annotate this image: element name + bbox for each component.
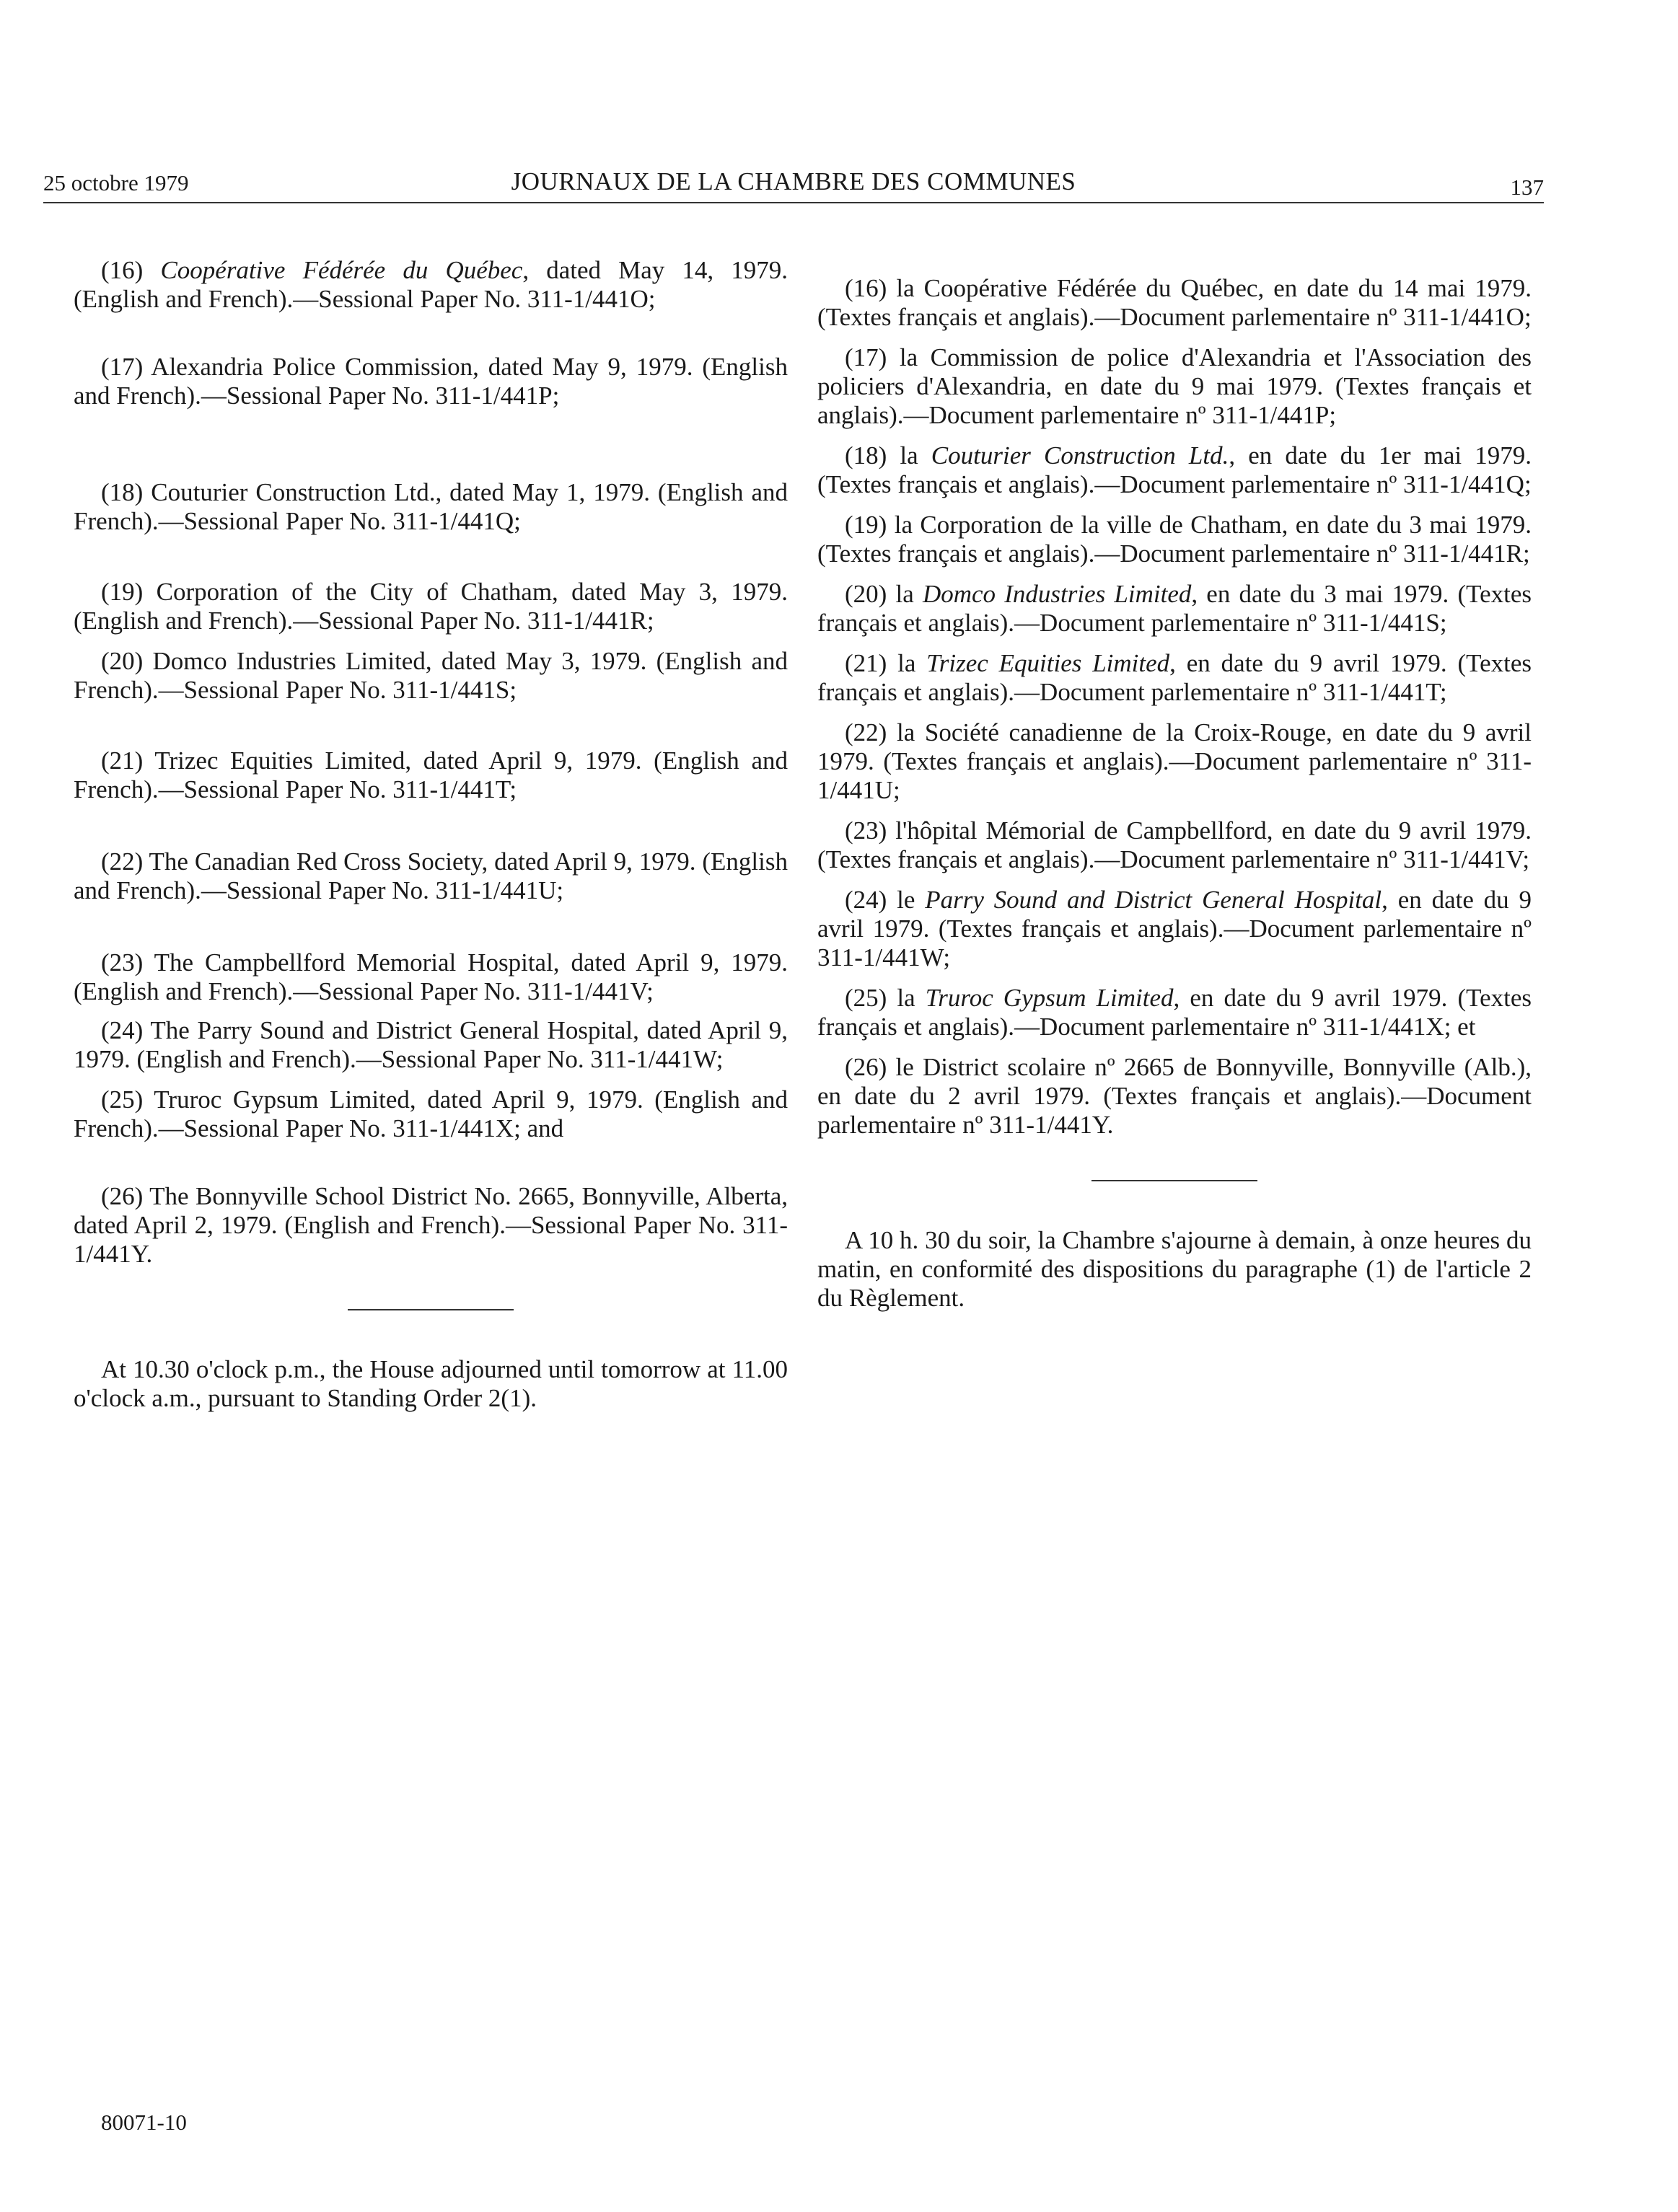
entry-24-en: (24) The Parry Sound and District General Hospital, dated April 9, 1979. (English and French).—Sessional Paper No. 311-1/441W; [74, 1016, 788, 1073]
section-divider [348, 1309, 514, 1310]
entry-19-en: (19) Corporation of the City of Chatham, dated May 3, 1979. (English and French).—Sessional Paper No. 311-1/441R; [74, 578, 788, 635]
english-column [74, 256, 788, 1413]
entry-24-fr: (24) le Parry Sound and District General Hospital, en date du 9 avril 1979. (Textes français et anglais).—Document parlementaire nº 311-1/441W; [817, 886, 1532, 971]
entry-23-fr: (23) l'hôpital Mémorial de Campbellford, en date du 9 avril 1979. (Textes français et anglais).—Document parlementaire nº 311-1/441V; [817, 816, 1532, 873]
entry-18-en: (18) Couturier Construction Ltd., dated May 1, 1979. (English and French).—Sessional Paper No. 311-1/441Q; [74, 478, 788, 535]
entry-19-fr: (19) la Corporation de la ville de Chatham, en date du 3 mai 1979. (Textes français et anglais).—Document parlementaire nº 311-1/441R; [817, 511, 1532, 568]
entry-23-en: (23) The Campbellford Memorial Hospital, dated April 9, 1979. (English and French).—Sessional Paper No. 311-1/441V; [74, 948, 788, 1005]
entry-20-en: (20) Domco Industries Limited, dated May 3, 1979. (English and French).—Sessional Paper No. 311-1/441S; [74, 647, 788, 704]
entry-17-fr: (17) la Commission de police d'Alexandria et l'Association des policiers d'Alexandria, en date du 9 mai 1979. (Textes français et anglais).—Document parlementaire nº 311-1/441P; [817, 343, 1532, 429]
journal-title: JOURNAUX DE LA CHAMBRE DES COMMUNES [511, 167, 1076, 195]
french-column [817, 274, 1532, 1313]
entry-25-en: (25) Truroc Gypsum Limited, dated April 9, 1979. (English and French).—Sessional Paper No. 311-1/441X; and [74, 1085, 788, 1142]
entry-18-fr: (18) la Couturier Construction Ltd., en date du 1er mai 1979. (Textes français et anglais).—Document parlementaire nº 311-1/441Q; [817, 441, 1532, 498]
entry-21-fr: (21) la Trizec Equities Limited, en date du 9 avril 1979. (Textes français et anglais).—Document parlementaire nº 311-1/441T; [817, 649, 1532, 706]
adjournment-en: At 10.30 o'clock p.m., the House adjourned until tomorrow at 11.00 o'clock a.m., pursuant to Standing Order 2(1). [74, 1355, 788, 1412]
section-divider [1091, 1180, 1257, 1181]
entry-26-en: (26) The Bonnyville School District No. 2665, Bonnyville, Alberta, dated April 2, 1979. (English and French).—Sessional Paper No. 311-1/441Y. [74, 1182, 788, 1268]
entry-21-en: (21) Trizec Equities Limited, dated April 9, 1979. (English and French).—Sessional Paper No. 311-1/441T; [74, 746, 788, 803]
entry-16-en: (16) Coopérative Fédérée du Québec, dated May 14, 1979. (English and French).—Sessional Paper No. 311-1/441O; [74, 256, 788, 313]
entry-20-fr: (20) la Domco Industries Limited, en date du 3 mai 1979. (Textes français et anglais).—Document parlementaire nº 311-1/441S; [817, 580, 1532, 637]
entry-22-en: (22) The Canadian Red Cross Society, dated April 9, 1979. (English and French).—Sessional Paper No. 311-1/441U; [74, 847, 788, 904]
header-date: 25 octobre 1979 [43, 170, 189, 195]
print-code: 80071-10 [101, 2110, 187, 2135]
entry-26-fr: (26) le District scolaire nº 2665 de Bonnyville, Bonnyville (Alb.), en date du 2 avril 1979. (Textes français et anglais).—Document parlementaire nº 311-1/441Y. [817, 1053, 1532, 1139]
entry-25-fr: (25) la Truroc Gypsum Limited, en date du 9 avril 1979. (Textes français et anglais).—Document parlementaire nº 311-1/441X; et [817, 984, 1532, 1041]
entry-16-fr: (16) la Coopérative Fédérée du Québec, en date du 14 mai 1979. (Textes français et anglais).—Document parlementaire nº 311-1/441O; [817, 274, 1532, 331]
page-number: 137 [1510, 175, 1544, 200]
page-header [43, 144, 1544, 203]
adjournment-fr: A 10 h. 30 du soir, la Chambre s'ajourne à demain, à onze heures du matin, en conformité des dispositions du paragraphe (1) de l'article 2 du Règlement. [817, 1226, 1532, 1312]
entry-17-en: (17) Alexandria Police Commission, dated May 9, 1979. (English and French).—Sessional Paper No. 311-1/441P; [74, 353, 788, 410]
entry-22-fr: (22) la Société canadienne de la Croix-Rouge, en date du 9 avril 1979. (Textes français et anglais).—Document parlementaire nº 311-1/441U; [817, 718, 1532, 804]
